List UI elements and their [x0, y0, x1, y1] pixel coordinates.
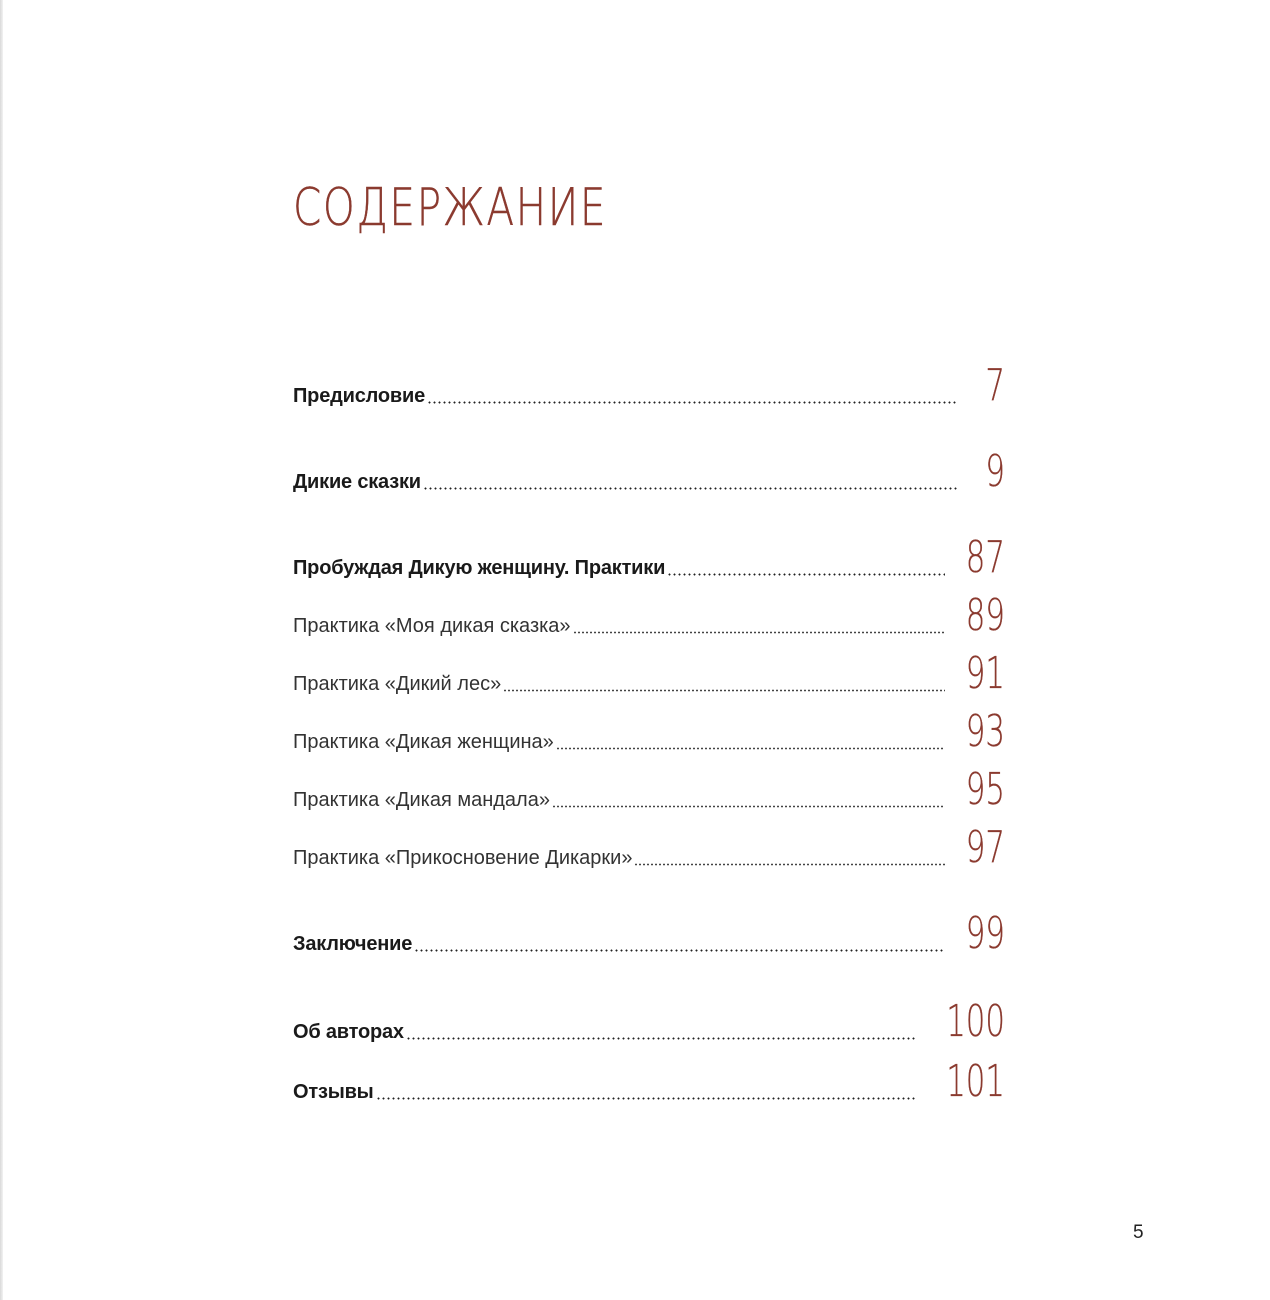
toc-entry-page: 9	[985, 446, 1005, 497]
table-of-contents	[293, 0, 1005, 1300]
dot-leader	[634, 863, 945, 866]
toc-entry-page: 97	[965, 822, 1005, 873]
toc-entry-label: Практика «Прикосновение Дикарки»	[293, 847, 633, 869]
toc-entry-practice-wild-woman[interactable]	[293, 694, 1005, 757]
toc-entry-label: Заключение	[293, 933, 413, 955]
toc-entry-label: Предисловие	[293, 385, 425, 407]
toc-entry-about-authors[interactable]	[293, 984, 1005, 1047]
toc-entry-practice-wild-forest[interactable]	[293, 636, 1005, 699]
toc-entry-practice-wild-mandala[interactable]	[293, 752, 1005, 815]
dot-leader	[427, 401, 957, 404]
toc-entry-page: 93	[965, 706, 1005, 757]
dot-leader	[503, 689, 945, 692]
dot-leader	[406, 1037, 917, 1040]
page-number: 5	[1133, 1222, 1144, 1243]
toc-entry-page: 99	[965, 908, 1005, 959]
toc-entry-page: 101	[946, 1056, 1005, 1107]
toc-entry-label: Дикие сказки	[293, 471, 421, 493]
toc-entry-label: Об авторах	[293, 1021, 404, 1043]
toc-entry-label: Отзывы	[293, 1081, 374, 1103]
toc-entry-page: 87	[965, 532, 1005, 583]
dot-leader	[423, 487, 957, 490]
toc-entry-awakening-practices[interactable]	[293, 520, 1005, 583]
toc-entry-reviews[interactable]	[293, 1044, 1005, 1107]
dot-leader	[667, 573, 945, 576]
toc-entry-page: 95	[965, 764, 1005, 815]
page-edge	[0, 0, 3, 1300]
toc-entry-label: Практика «Дикая мандала»	[293, 789, 550, 811]
dot-leader	[556, 747, 945, 750]
dot-leader	[376, 1097, 917, 1100]
toc-entry-conclusion[interactable]	[293, 896, 1005, 959]
toc-entry-preface[interactable]	[293, 348, 1005, 411]
toc-entry-practice-my-wild-tale[interactable]	[293, 578, 1005, 641]
dot-leader	[414, 949, 945, 952]
dot-leader	[573, 631, 945, 634]
toc-entry-page: 100	[946, 996, 1005, 1047]
toc-entry-label: Практика «Моя дикая сказка»	[293, 615, 571, 637]
toc-entry-page: 91	[965, 648, 1005, 699]
toc-entry-label: Практика «Дикая женщина»	[293, 731, 554, 753]
dot-leader	[552, 805, 945, 808]
toc-entry-page: 7	[985, 360, 1005, 411]
toc-entry-page: 89	[965, 590, 1005, 641]
page-title: СОДЕРЖАНИЕ	[293, 178, 608, 238]
toc-entry-wild-tales[interactable]	[293, 434, 1005, 497]
toc-entry-label: Практика «Дикий лес»	[293, 673, 502, 695]
toc-entry-practice-wild-touch[interactable]	[293, 810, 1005, 873]
toc-entry-label: Пробуждая Дикую женщину. Практики	[293, 557, 666, 579]
